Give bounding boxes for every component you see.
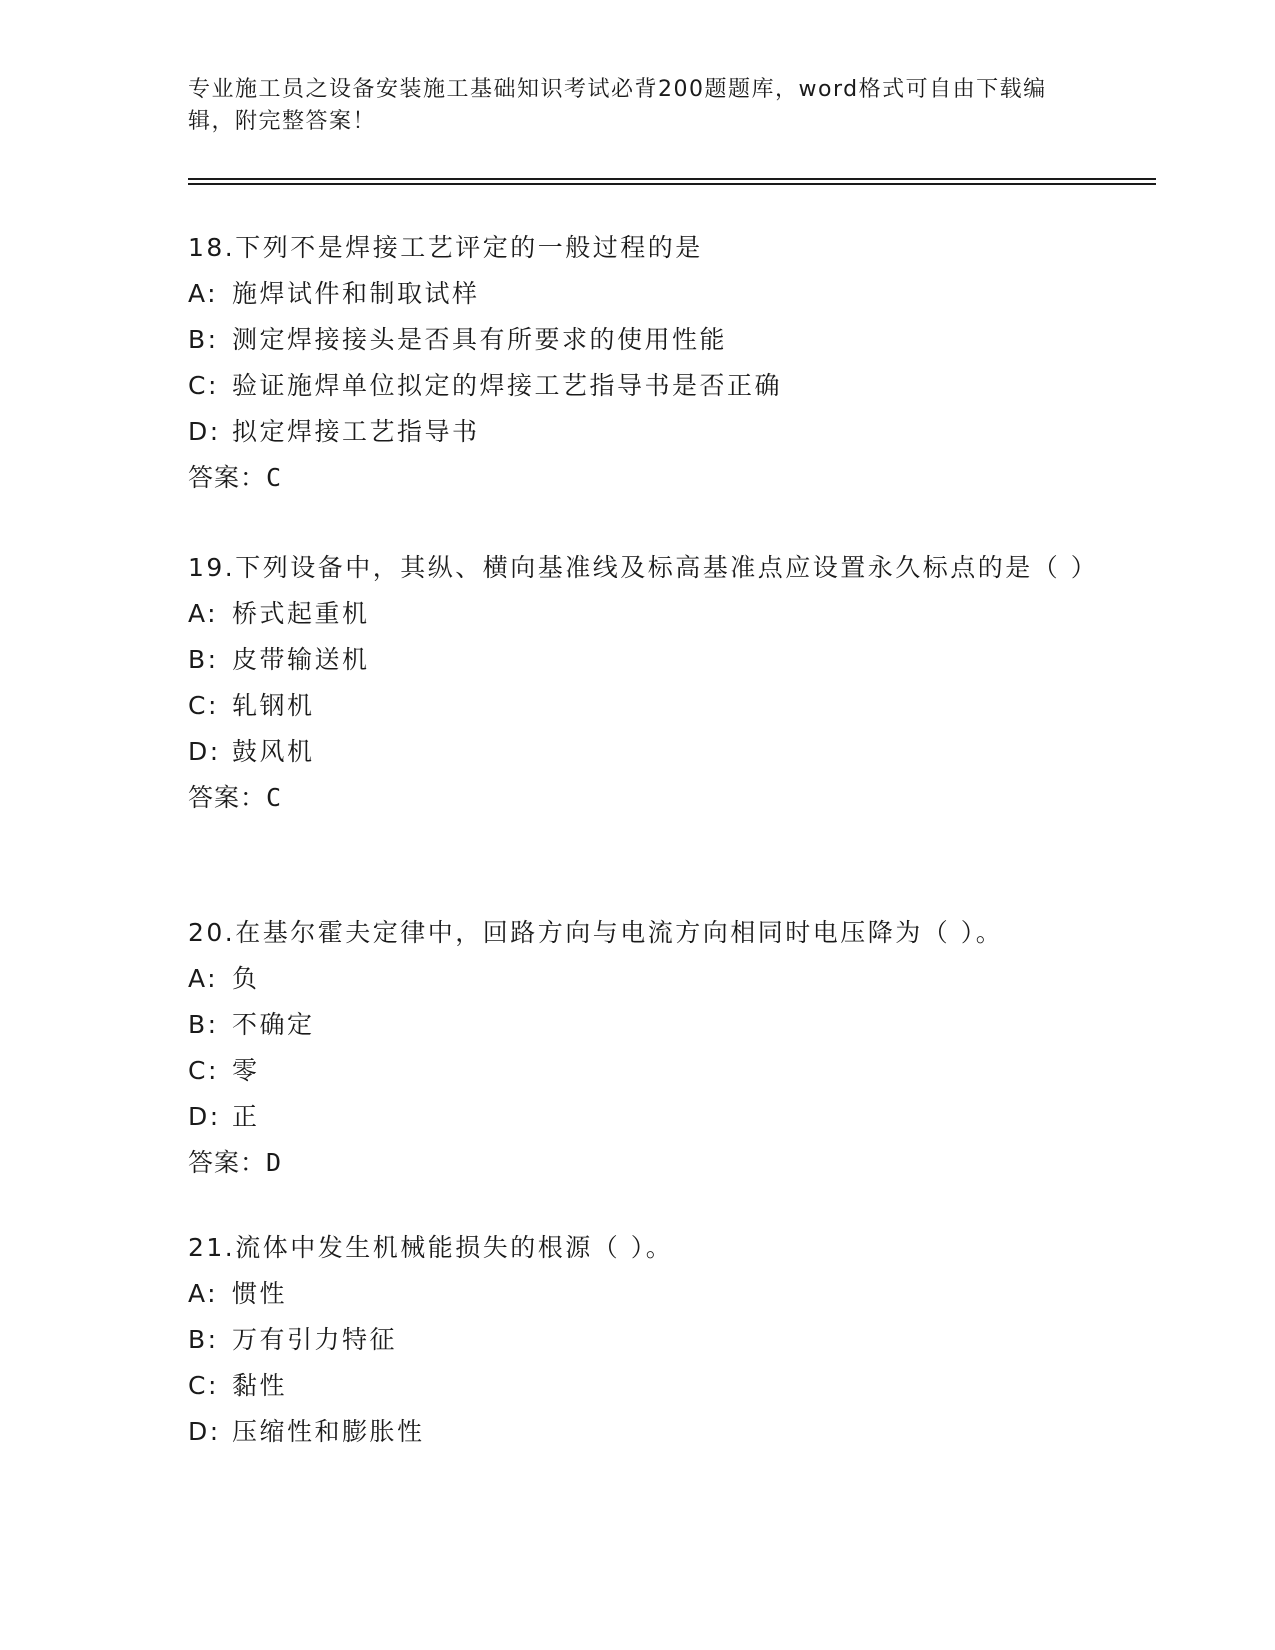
option-letter: B: (188, 645, 219, 674)
option-letter: B: (188, 325, 219, 354)
option-text: 压缩性和膨胀性 (232, 1417, 425, 1446)
header-divider-bottom (188, 183, 1156, 185)
option-text: 黏性 (232, 1371, 288, 1400)
option-letter: D: (188, 737, 221, 766)
option-letter: C: (188, 371, 219, 400)
answer-line (188, 775, 1088, 821)
answer-line (188, 1140, 1088, 1186)
option-letter: D: (188, 1102, 221, 1131)
option-c (188, 1048, 1088, 1094)
question-21 (188, 1225, 1088, 1455)
option-letter: D: (188, 417, 221, 446)
answer-value: C (266, 463, 283, 492)
option-letter: B: (188, 1325, 219, 1354)
question-stem: 18.下列不是焊接工艺评定的一般过程的是 (188, 233, 703, 262)
option-text: 鼓风机 (232, 737, 315, 766)
option-text: 惯性 (232, 1279, 288, 1308)
option-a (188, 956, 1088, 1002)
option-b (188, 1002, 1088, 1048)
option-a (188, 591, 1088, 637)
header-divider-top (188, 178, 1156, 180)
option-c (188, 683, 1088, 729)
option-b (188, 637, 1088, 683)
option-text: 验证施焊单位拟定的焊接工艺指导书是否正确 (232, 371, 783, 400)
option-d (188, 409, 1088, 455)
answer-value: D (266, 1148, 283, 1177)
option-d (188, 1409, 1088, 1455)
option-d (188, 729, 1088, 775)
answer-line (188, 455, 1088, 501)
option-text: 轧钢机 (232, 691, 315, 720)
question-stem: 19.下列设备中，其纵、横向基准线及标高基准点应设置永久标点的是（ ） (188, 553, 1099, 582)
answer-label: 答案： (188, 463, 267, 492)
option-text: 施焊试件和制取试样 (232, 279, 480, 308)
option-text: 测定焊接接头是否具有所要求的使用性能 (232, 325, 728, 354)
document-header-title: 专业施工员之设备安装施工基础知识考试必背200题题库，word格式可自由下载编辑，附完整答案！ (188, 77, 1047, 134)
option-a (188, 271, 1088, 317)
option-letter: A: (188, 279, 219, 308)
option-a (188, 1271, 1088, 1317)
option-letter: D: (188, 1417, 221, 1446)
option-c (188, 1363, 1088, 1409)
question-20 (188, 910, 1088, 1186)
option-text: 正 (232, 1102, 260, 1131)
option-letter: A: (188, 964, 219, 993)
question-18 (188, 225, 1088, 501)
question-19 (188, 545, 1099, 821)
option-letter: C: (188, 1056, 219, 1085)
option-b (188, 317, 1088, 363)
option-letter: C: (188, 691, 219, 720)
answer-label: 答案： (188, 1148, 267, 1177)
answer-label: 答案： (188, 783, 267, 812)
option-letter: A: (188, 599, 219, 628)
option-letter: A: (188, 1279, 219, 1308)
option-text: 皮带输送机 (232, 645, 370, 674)
option-text: 零 (232, 1056, 260, 1085)
question-stem: 21.流体中发生机械能损失的根源（ ）。 (188, 1233, 674, 1262)
option-c (188, 363, 1088, 409)
option-d (188, 1094, 1088, 1140)
option-text: 拟定焊接工艺指导书 (232, 417, 480, 446)
option-letter: C: (188, 1371, 219, 1400)
option-b (188, 1317, 1088, 1363)
option-text: 万有引力特征 (232, 1325, 398, 1354)
option-text: 桥式起重机 (232, 599, 370, 628)
option-text: 不确定 (232, 1010, 315, 1039)
question-stem: 20.在基尔霍夫定律中，回路方向与电流方向相同时电压降为（ ）。 (188, 918, 1004, 947)
option-text: 负 (232, 964, 260, 993)
option-letter: B: (188, 1010, 219, 1039)
answer-value: C (266, 783, 283, 812)
